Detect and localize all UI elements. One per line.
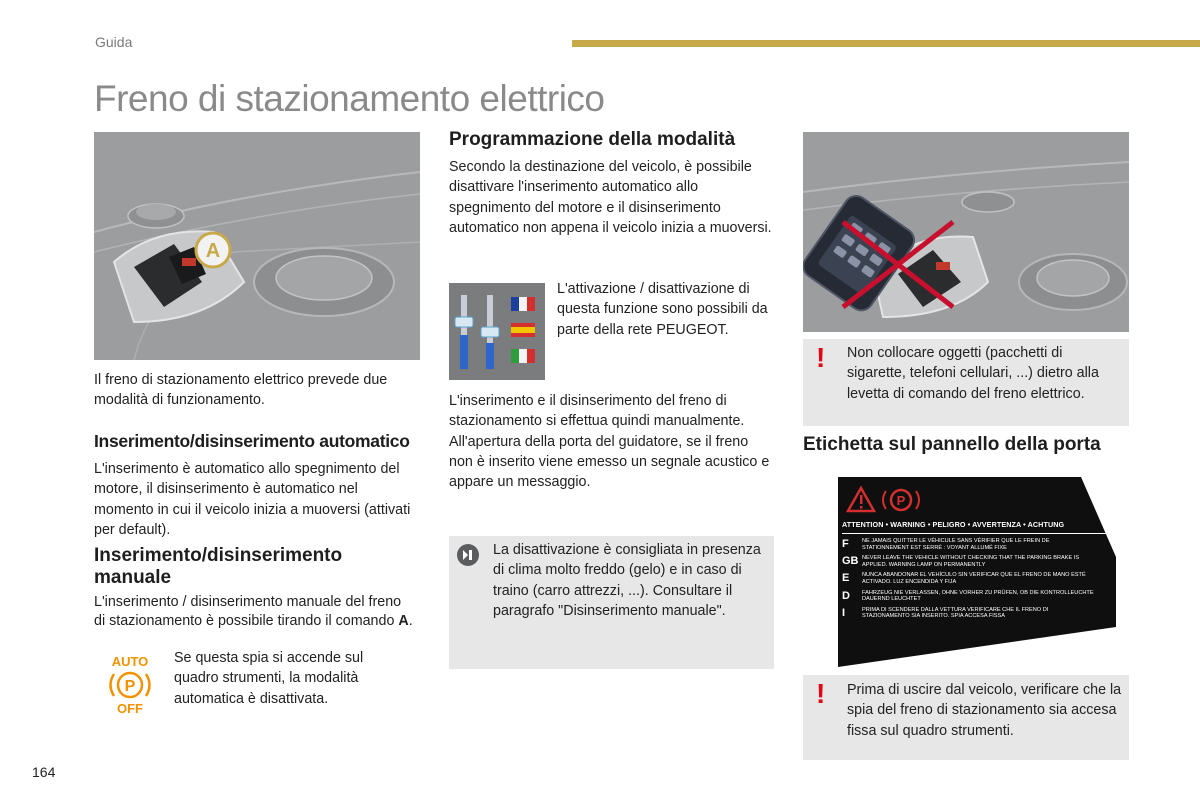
- auto-off-lamp-icon: [104, 655, 156, 717]
- programming-text: Secondo la destinazione del veicolo, è possibile disattivare l'inserimento automatico allo spegnimento del motore e il disinserimento automatico non appena il veicolo inizia a muoversi.: [449, 159, 772, 236]
- auto-mode-heading: Inserimento/disinserimento automatico: [94, 431, 410, 451]
- label-rows: [842, 538, 1097, 620]
- forbidden-object-photo: [803, 132, 1129, 332]
- diagnostic-settings-icon: [449, 283, 545, 380]
- svg-text:P: P: [896, 493, 906, 508]
- label-row-code: I: [842, 606, 846, 619]
- manual-mode-text-end: .: [408, 613, 413, 629]
- manual-mode-heading: Inserimento/disinserimento manuale: [94, 545, 343, 588]
- info-note-icon: [457, 544, 479, 566]
- svg-text:P: P: [124, 678, 136, 695]
- label-row: [842, 572, 1097, 585]
- warning-icon: !: [816, 342, 826, 373]
- label-symbols: [846, 485, 926, 515]
- label-row: [842, 555, 1097, 568]
- label-languages: ATTENTION • WARNING • PELIGRO • AVVERTENZA • ACHTUNG: [842, 520, 1065, 529]
- label-row-code: F: [842, 538, 849, 550]
- label-row-text: NEVER LEAVE THE VEHICLE WITHOUT CHECKING THAT THE PARKING BRAKE IS APPLIED. WARNING LAMP ON PERMANENTLY: [862, 555, 1080, 568]
- programming-heading: Programmazione della modalità: [449, 129, 736, 150]
- label-row: [842, 607, 1097, 620]
- intro-text: Il freno di stazionamento elettrico prevede due modalità di funzionamento.: [94, 372, 388, 409]
- label-row-text: NUNCA ABANDONAR EL VEHÍCULO SIN VERIFICAR QUE EL FRENO DE MANO ESTÉ ACTIVADO. LUZ ENCENDIDA Y FIJA: [862, 572, 1086, 585]
- door-panel-label: [836, 477, 1118, 667]
- page-title: Freno di stazionamento elettrico: [94, 78, 605, 119]
- parking-brake-control-photo: [94, 132, 420, 360]
- lamp-auto-label: AUTO: [111, 654, 149, 669]
- manual-mode-text: [94, 593, 414, 631]
- warning-exit-text: Prima di uscire dal veicolo, verificare che la spia del freno di stazionamento sia accesa fissa sul quadro strumenti.: [847, 682, 1122, 739]
- network-text: L'attivazione / disattivazione di questa funzione sono possibili da parte della rete PEUGEOT.: [557, 281, 768, 338]
- label-row-code: D: [842, 589, 850, 602]
- label-row: [842, 590, 1097, 603]
- auto-mode-text: L'inserimento è automatico allo spegnimento del motore, il disinserimento è automatico nel momento in cui il veicolo inizia a muoversi (attivati per default).: [94, 461, 411, 538]
- label-row-text: PRIMA DI SCENDERE DALLA VETTURA VERIFICARE CHE IL FRENO DI STAZIONAMENTO SIA INSERITO. SPIA ACCESA FISSA: [862, 606, 1049, 620]
- label-row: [842, 538, 1097, 551]
- warning-icon: !: [816, 678, 826, 709]
- photo-label-a: A: [205, 240, 221, 262]
- label-divider: [842, 533, 1110, 534]
- info-note-text: La disattivazione è consigliata in presenza di clima molto freddo (gelo) e in caso di traino (carro attrezzi, ...). Consultare il paragrafo "Disinserimento manuale".: [493, 542, 761, 619]
- label-row-code: GB: [842, 555, 859, 568]
- header-accent-bar: [572, 40, 1200, 47]
- manual-mode-text-main: L'inserimento / disinserimento manuale del freno di stazionamento è possibile tirando il comando: [94, 594, 402, 629]
- door-label-heading: Etichetta sul pannello della porta: [803, 434, 1101, 455]
- label-row-text: FAHRZEUG NIE VERLASSEN, OHNE VORHER ZU PRÜFEN, OB DIE KONTROLLEUCHTE DAUERND LEUCHTET: [862, 589, 1094, 603]
- control-a-ref: A: [398, 613, 409, 629]
- manual-operation-text: L'inserimento e il disinserimento del freno di stazionamento si effettua quindi manualmente. All'apertura della porta del guidatore, se il freno non è inserito viene emesso un segnale acustico e appare un messaggio.: [449, 393, 770, 491]
- lamp-off-label: OFF: [117, 701, 143, 716]
- section-label: Guida: [95, 34, 133, 50]
- lamp-text: Se questa spia si accende sul quadro strumenti, la modalità automatica è disattivata.: [174, 650, 364, 707]
- label-row-text: NE JAMAIS QUITTER LE VÉHICULE SANS VÉRIFIER QUE LE FREIN DE STATIONNEMENT EST SERRÉ : VOYANT ALLUMÉ FIXE: [862, 538, 1050, 551]
- page-number: 164: [32, 764, 56, 780]
- label-row-code: E: [842, 572, 850, 585]
- warning-objects-text: Non collocare oggetti (pacchetti di sigarette, telefoni cellulari, ...) dietro alla levetta di comando del freno elettrico.: [847, 345, 1099, 402]
